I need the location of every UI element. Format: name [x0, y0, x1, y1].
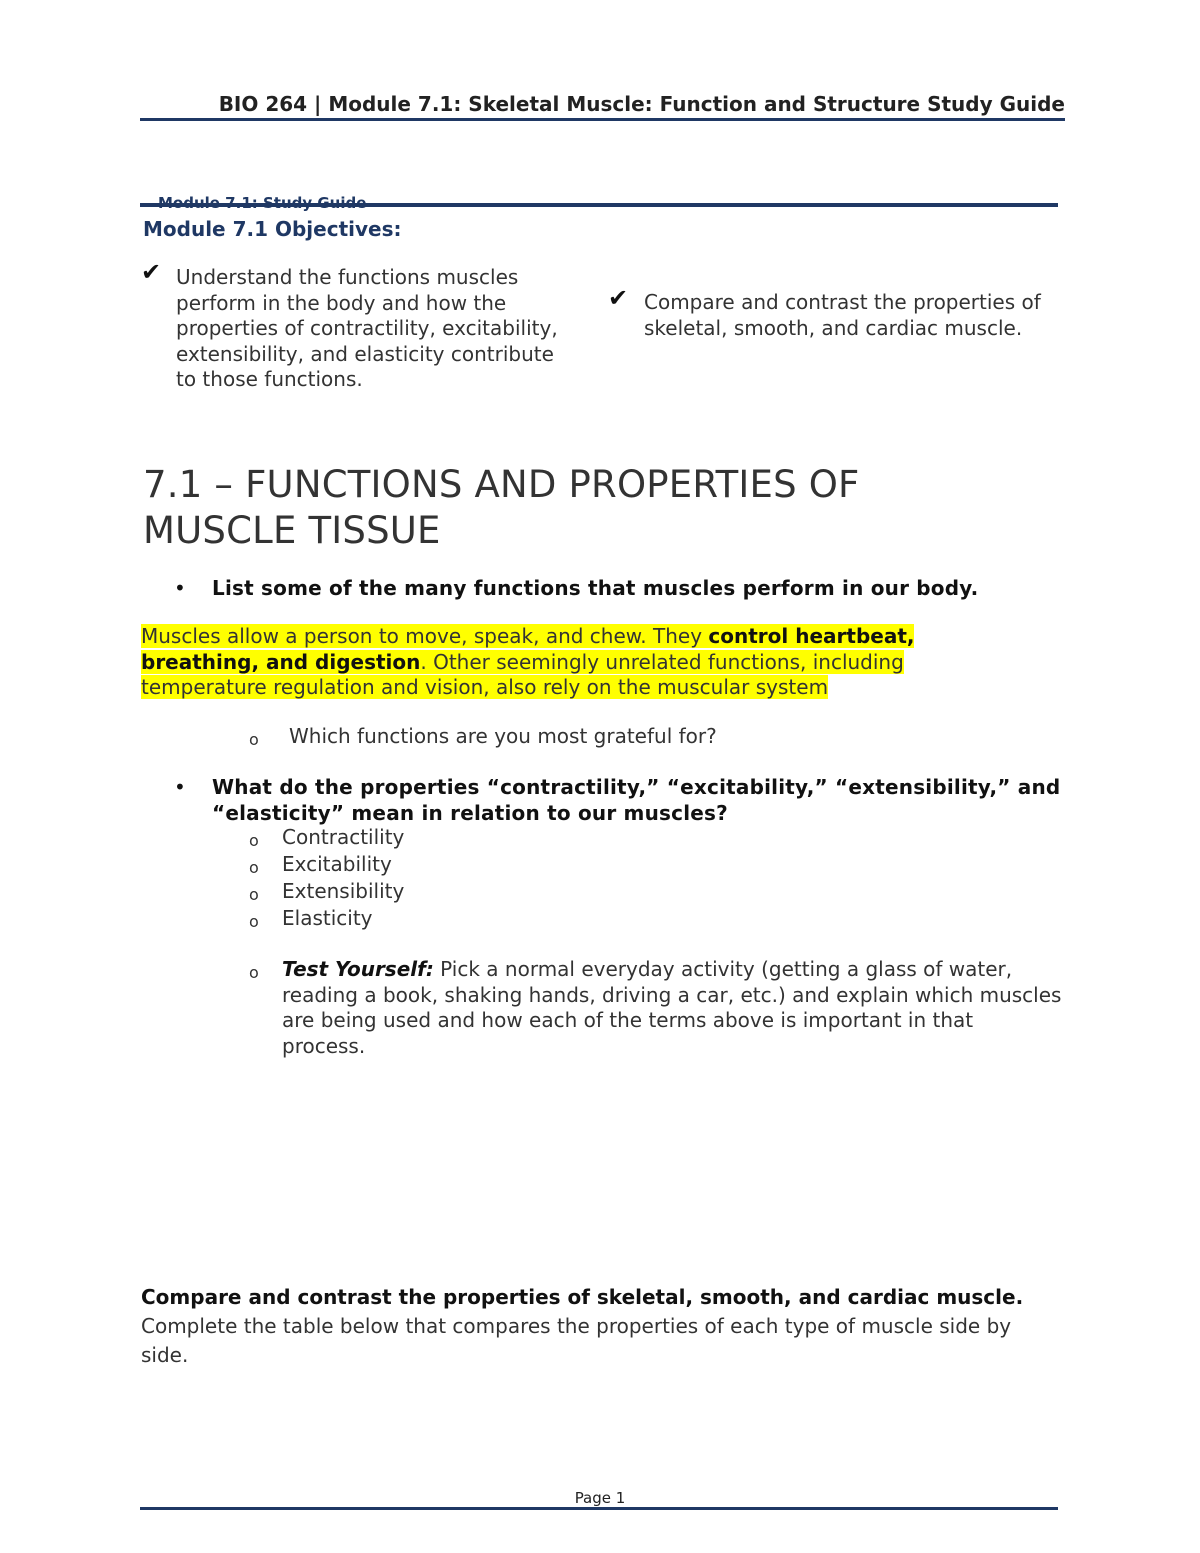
test-yourself-text: Pick a normal everyday activity (getting a glass of water, reading a book, shaking hands, driving a car, etc.) and explain which muscles are being used and how each of the terms above is important in that process.: [282, 957, 1062, 1058]
page-number: Page 1: [574, 1489, 626, 1507]
module-band-divider: [140, 203, 1058, 207]
property-item: Excitability: [282, 852, 392, 876]
sub-bullet-icon: o: [249, 885, 259, 904]
sub-bullet-icon: o: [249, 730, 259, 749]
property-item: Contractility: [282, 825, 405, 849]
property-item: Extensibility: [282, 879, 405, 903]
answer-bold: control heartbeat, breathing, and digestion: [141, 624, 915, 674]
checkmark-icon: ✔: [608, 284, 629, 312]
question-properties: What do the properties “contractility,” “excitability,” “extensibility,” and “elasticity” mean in relation to our muscles?: [212, 775, 1061, 825]
sub-bullet-icon: o: [249, 912, 259, 931]
compare-bold: Compare and contrast the properties of skeletal, smooth, and cardiac muscle.: [141, 1285, 1024, 1309]
answer-functions: [141, 624, 1001, 701]
header-divider: [140, 118, 1065, 121]
bullet-icon: •: [174, 775, 186, 799]
sub-question-grateful: Which functions are you most grateful for?: [289, 724, 717, 748]
objectives-title: Module 7.1 Objectives:: [143, 217, 402, 241]
bullet-icon: •: [174, 576, 186, 600]
sub-bullet-icon: o: [249, 831, 259, 850]
objective-right: Compare and contrast the properties of skeletal, smooth, and cardiac muscle.: [644, 290, 1041, 340]
test-yourself-label: Test Yourself:: [282, 957, 434, 981]
property-item: Elasticity: [282, 906, 373, 930]
compare-paragraph: [141, 1283, 1041, 1370]
answer-part-2: . Other seemingly unrelated functions, including temperature regulation and vision, also rely on the muscular system: [141, 649, 904, 699]
compare-text: Complete the table below that compares the properties of each type of muscle side by side.: [141, 1314, 1012, 1367]
page-header-title: BIO 264 | Module 7.1: Skeletal Muscle: Function and Structure Study Guide: [218, 92, 1065, 116]
sub-bullet-icon: o: [249, 858, 259, 877]
footer-divider: [140, 1507, 1058, 1510]
objective-left: Understand the functions muscles perform in the body and how the properties of contractility, excitability, extensibility, and elasticity contribute to those functions.: [176, 265, 558, 391]
test-yourself: [282, 957, 1062, 1059]
answer-part-1: Muscles allow a person to move, speak, and chew. They: [141, 624, 709, 648]
section-heading: 7.1 – FUNCTIONS AND PROPERTIES OF MUSCLE TISSUE: [143, 463, 860, 552]
sub-bullet-icon: o: [249, 963, 259, 982]
checkmark-icon: ✔: [141, 258, 162, 286]
question-functions: List some of the many functions that muscles perform in our body.: [212, 576, 979, 600]
